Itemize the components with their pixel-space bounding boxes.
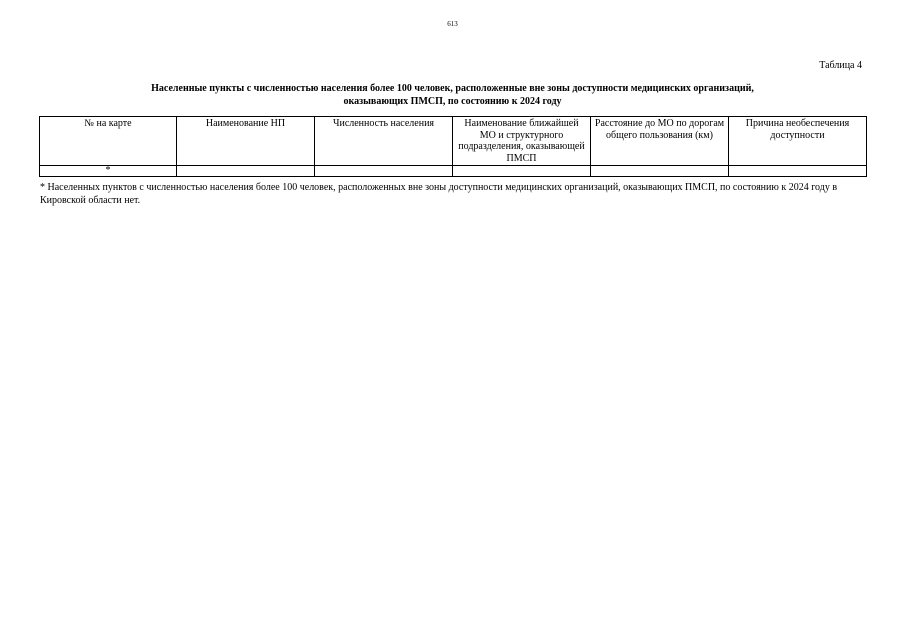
page-number: 613 — [447, 20, 458, 28]
table-title — [40, 82, 865, 108]
table-cell — [315, 166, 453, 177]
header-distance: Расстояние до МО по дорогам общего пользования (км) — [591, 117, 729, 166]
header-settlement-name: Наименование НП — [177, 117, 315, 166]
table-cell — [591, 166, 729, 177]
table-row — [40, 166, 867, 177]
data-table — [39, 116, 867, 177]
header-map-number: № на карте — [40, 117, 177, 166]
table-title-line-1: Населенные пункты с численностью населения более 100 человек, расположенные вне зоны доступности медицинских организаций, — [151, 83, 754, 94]
footnote: * Населенных пунктов с численностью населения более 100 человек, расположенных вне зоны доступности медицинских организаций, оказывающих ПМСП, по состоянию к 2024 году в Кировской области нет. — [40, 182, 838, 206]
table-title-line-2: оказывающих ПМСП, по состоянию к 2024 году — [343, 96, 562, 107]
table-cell: * — [40, 166, 177, 177]
header-nearest-medical-organization: Наименование ближайшей МО и структурного подразделения, оказывающей ПМСП — [453, 117, 591, 166]
header-population: Численность населения — [315, 117, 453, 166]
table-cell — [729, 166, 867, 177]
table-cell — [453, 166, 591, 177]
table-header-row — [40, 117, 867, 166]
header-reason: Причина необеспечения доступности — [729, 117, 867, 166]
table-label: Таблица 4 — [819, 60, 862, 71]
table-cell — [177, 166, 315, 177]
